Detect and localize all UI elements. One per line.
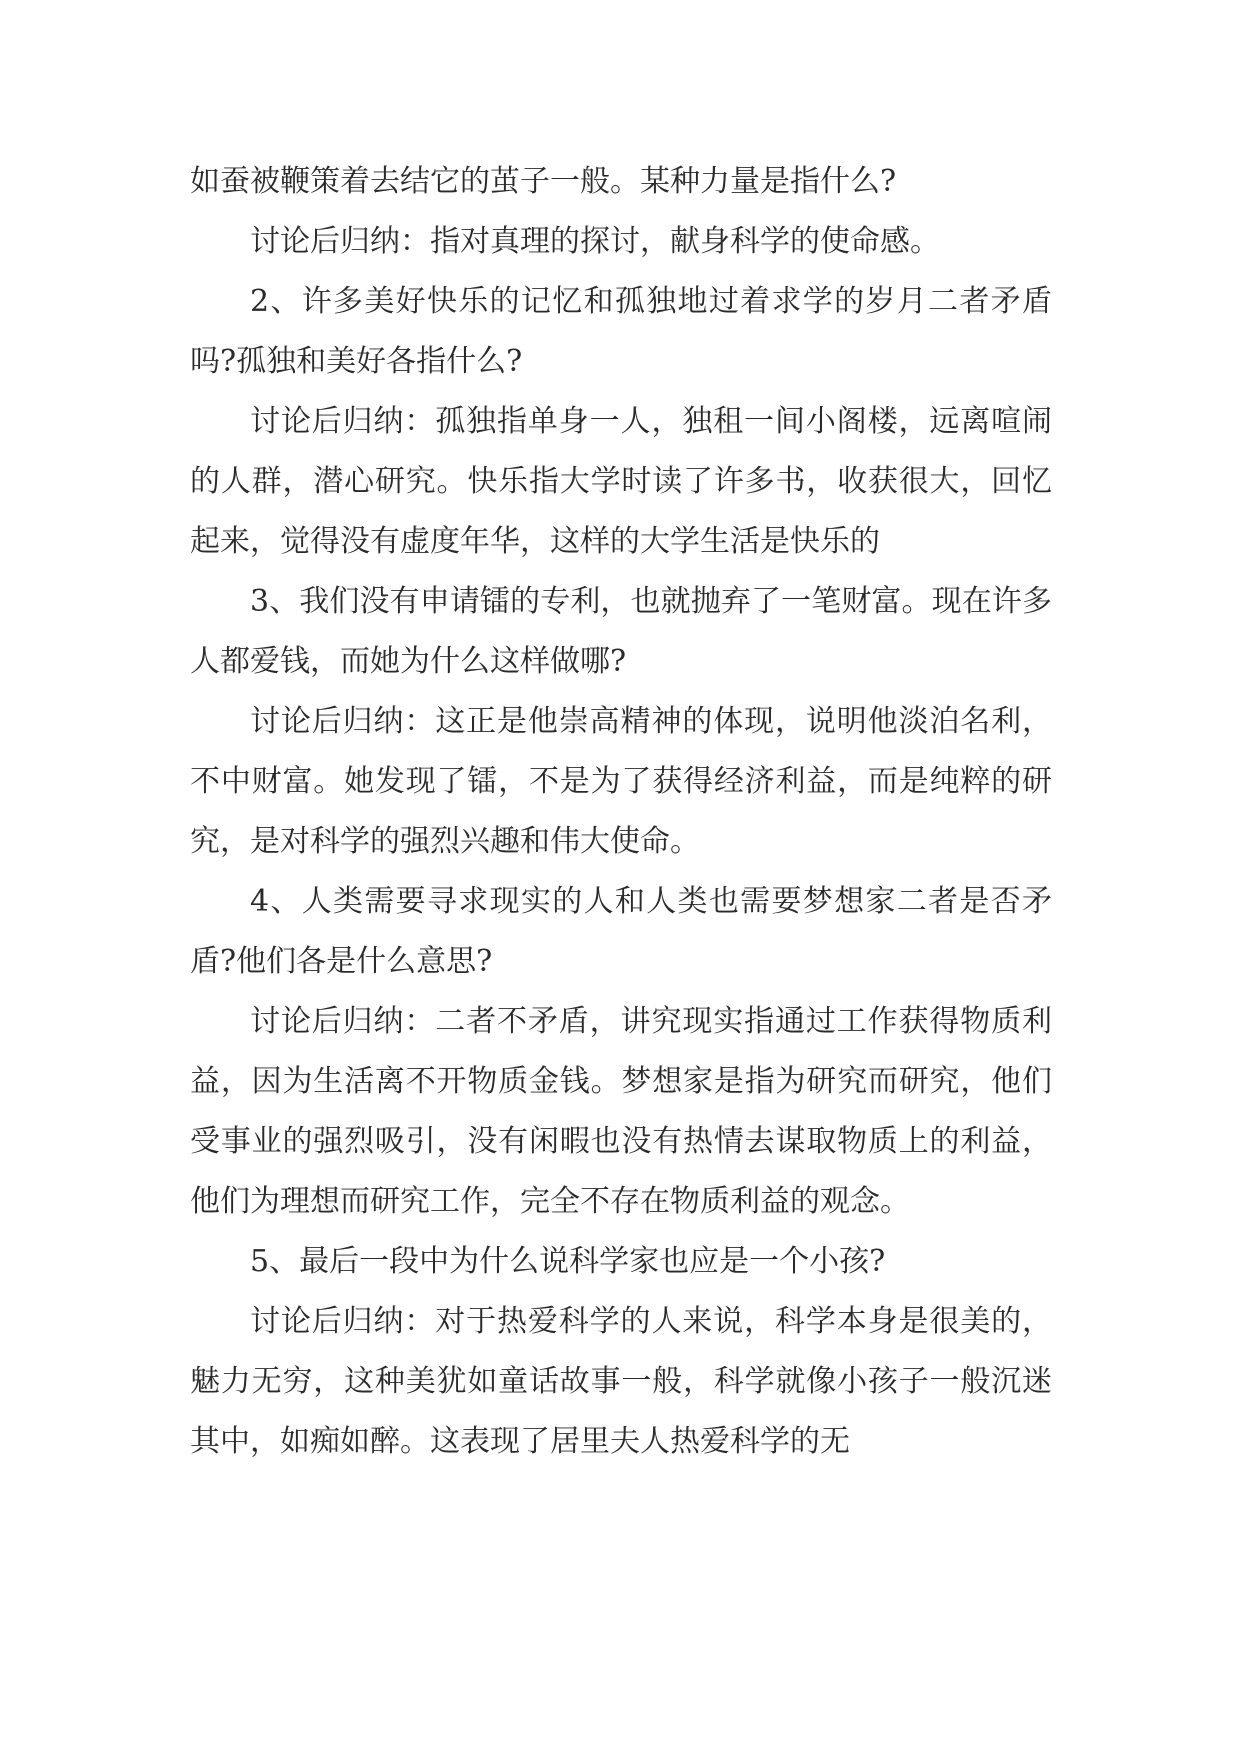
paragraph-question-4: 4、人类需要寻求现实的人和人类也需要梦想家二者是否矛盾?他们各是什么意思? bbox=[190, 884, 1052, 979]
document-body bbox=[190, 152, 1052, 1472]
paragraph-question-3: 3、我们没有申请镭的专利，也就抛弃了一笔财富。现在许多人都爱钱，而她为什么这样做哪? bbox=[190, 584, 1052, 679]
paragraph-continuation: 如蚕被鞭策着去结它的茧子一般。某种力量是指什么? bbox=[190, 164, 897, 199]
paragraph-summary-2: 讨论后归纳：孤独指单身一人，独租一间小阁楼，远离喧闹的人群，潜心研究。快乐指大学时读了许多书，收获很大，回忆起来，觉得没有虚度年华，这样的大学生活是快乐的 bbox=[190, 404, 1052, 559]
paragraph-summary-3: 讨论后归纳：这正是他崇高精神的体现，说明他淡泊名利，不中财富。她发现了镭，不是为了获得经济利益，而是纯粹的研究，是对科学的强烈兴趣和伟大使命。 bbox=[190, 704, 1052, 859]
paragraph-summary-1: 讨论后归纳：指对真理的探讨，献身科学的使命感。 bbox=[250, 224, 940, 259]
paragraph-summary-5: 讨论后归纳：对于热爱科学的人来说，科学本身是很美的，魅力无穷，这种美犹如童话故事一般，科学就像小孩子一般沉迷其中，如痴如醉。这表现了居里夫人热爱科学的无 bbox=[190, 1304, 1052, 1459]
paragraph-question-2: 2、许多美好快乐的记忆和孤独地过着求学的岁月二者矛盾吗?孤独和美好各指什么? bbox=[190, 284, 1052, 379]
paragraph-question-5: 5、最后一段中为什么说科学家也应是一个小孩? bbox=[250, 1244, 886, 1279]
paragraph-summary-4: 讨论后归纳：二者不矛盾，讲究现实指通过工作获得物质利益，因为生活离不开物质金钱。梦想家是指为研究而研究，他们受事业的强烈吸引，没有闲暇也没有热情去谋取物质上的利益，他们为理想而研究工作，完全不存在物质利益的观念。 bbox=[190, 1004, 1052, 1219]
